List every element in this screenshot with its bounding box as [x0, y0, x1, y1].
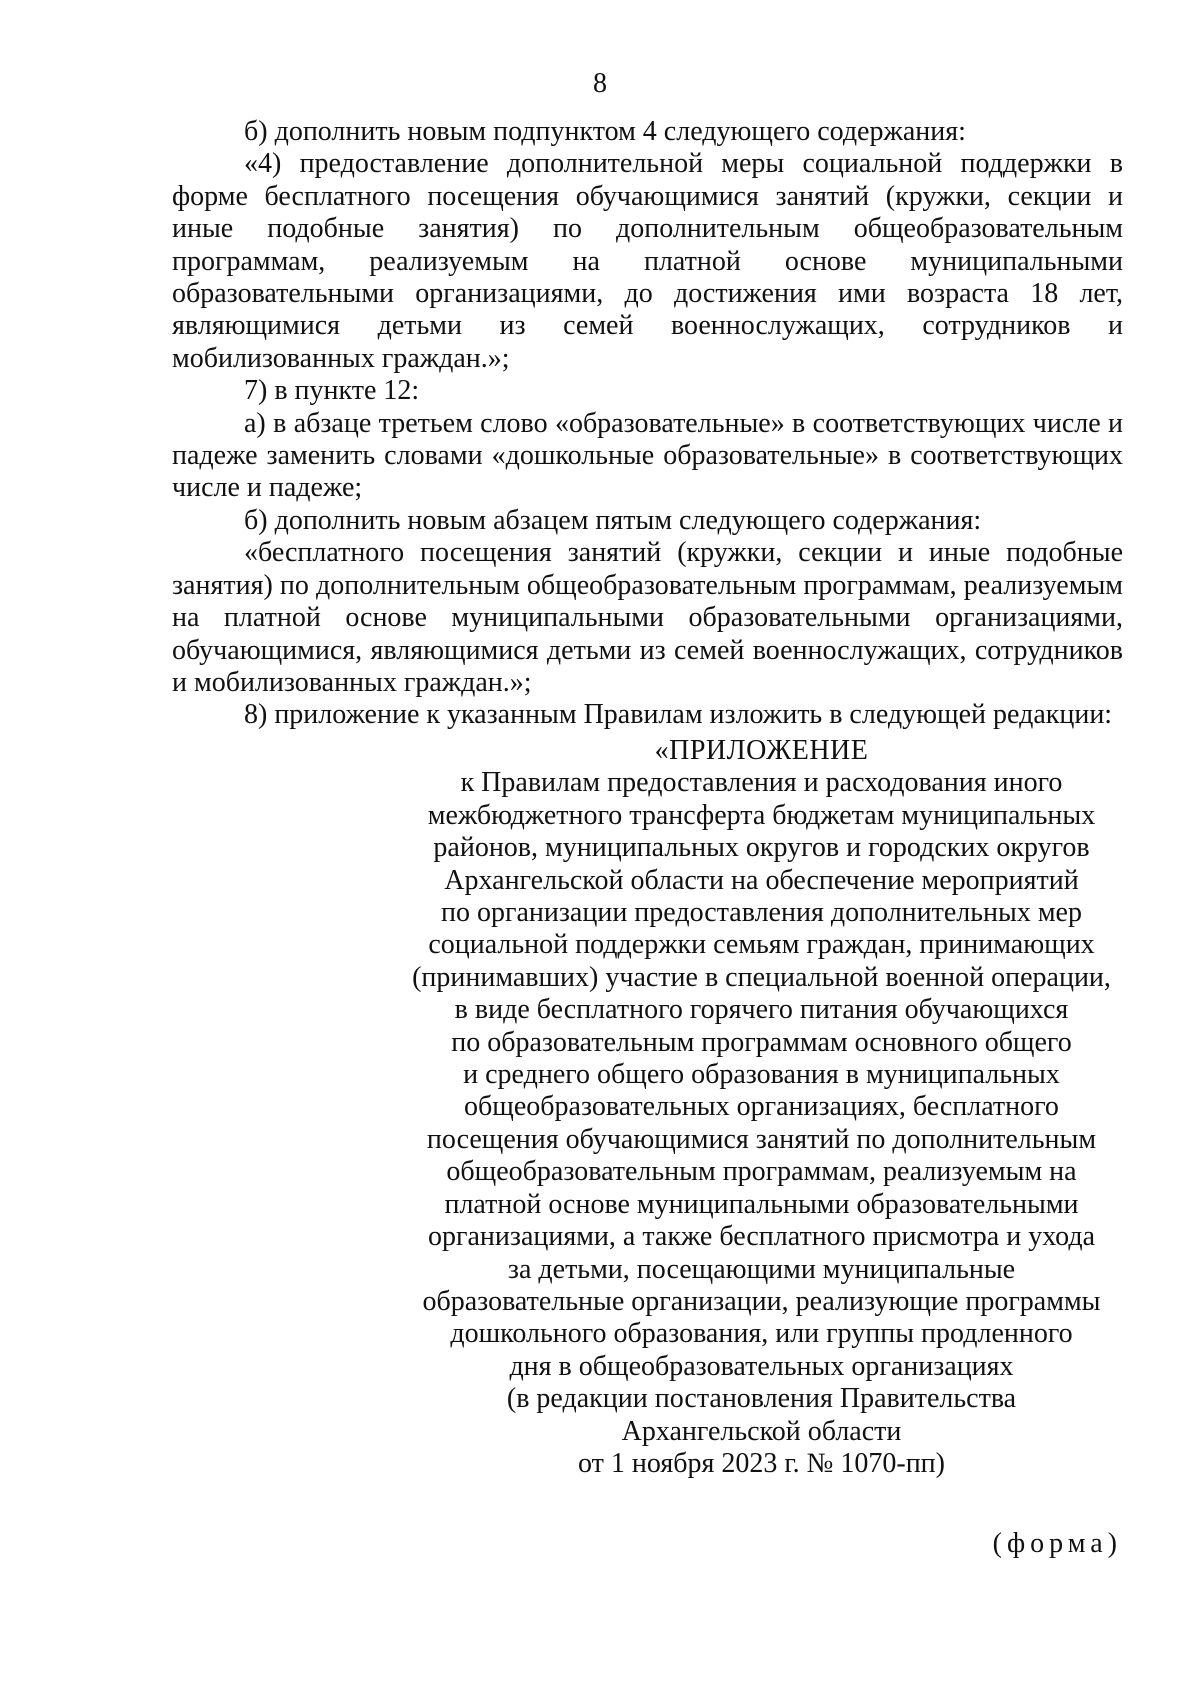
appendix-line: дня в общеобразовательных организациях: [509, 1350, 1014, 1382]
appendix-line: дошкольного образования, или группы продленного: [450, 1318, 1073, 1350]
appendix-line: посещения обучающимися занятий по дополнительным: [426, 1123, 1097, 1155]
forma-label: (форма): [992, 1528, 1122, 1559]
appendix-line: общеобразовательных организациях, бесплатного: [464, 1091, 1059, 1123]
appendix-line: межбюджетного трансферта бюджетам муниципальных: [427, 799, 1096, 831]
appendix-heading: «ПРИЛОЖЕНИЕ: [654, 735, 869, 766]
paragraph-point-7: 7) в пункте 12:: [244, 375, 420, 407]
appendix-line: Архангельской области на обеспечение мероприятий: [444, 864, 1079, 896]
appendix-line: Архангельской области: [621, 1415, 902, 1447]
appendix-header-block: [395, 735, 1128, 1480]
paragraph-new-abzac: «бесплатного посещения занятий (кружки, секции и иные подобные занятия) по дополнительным общеобразовательным программам, реализуемым на платной основе муниципальными образовательными организациями, обучающимися, являющимися детьми из семей военнослужащих, сотрудников и мобилизованных граждан.»;: [172, 537, 1123, 698]
appendix-line: к Правилам предоставления и расходования иного: [460, 767, 1063, 799]
appendix-line: организациями, а также бесплатного присмотра и ухода: [428, 1221, 1095, 1253]
appendix-line: районов, муниципальных округов и городских округов: [433, 832, 1090, 864]
body-text: [172, 116, 1123, 732]
appendix-line: (принимавших) участие в специальной военной операции,: [412, 961, 1111, 993]
appendix-line: общеобразовательным программам, реализуемым на: [446, 1156, 1077, 1188]
appendix-line: от 1 ноября 2023 г. № 1070-пп): [578, 1447, 945, 1479]
paragraph-point-7-a: а) в абзаце третьем слово «образовательные» в соответствующих числе и падеже заменить словами «дошкольные образовательные» в соответствующих числе и падеже;: [172, 407, 1123, 504]
appendix-line: платной основе муниципальными образовательными: [444, 1188, 1079, 1220]
paragraph-subpoint-4: «4) предоставление дополнительной меры социальной поддержки в форме бесплатного посещения обучающимися занятий (кружки, секции и иные подобные занятия) по дополнительным общеобразовательным программам, реализуемым на платной основе муниципальными образовательными организациями, до достижения ими возраста 18 лет, являющимися детьми из семей военнослужащих, сотрудников и мобилизованных граждан.»;: [172, 148, 1123, 374]
appendix-line: и среднего общего образования в муниципальных: [463, 1059, 1060, 1091]
paragraph-subpoint-b-intro: б) дополнить новым подпунктом 4 следующего содержания:: [244, 116, 966, 147]
paragraph-point-7-b: б) дополнить новым абзацем пятым следующего содержания:: [244, 504, 982, 536]
appendix-line: образовательные организации, реализующие программы: [422, 1285, 1101, 1317]
appendix-line: по образовательным программам основного общего: [451, 1026, 1072, 1058]
appendix-line: (в редакции постановления Правительства: [506, 1383, 1017, 1415]
paragraph-point-8: 8) приложение к указанным Правилам изложить в следующей редакции:: [244, 699, 1113, 731]
page-number: 8: [593, 68, 607, 99]
appendix-line: за детьми, посещающими муниципальные: [507, 1253, 1016, 1285]
appendix-line: по организации предоставления дополнительных мер: [441, 897, 1082, 929]
appendix-line: социальной поддержки семьям граждан, принимающих: [428, 929, 1095, 961]
appendix-line: в виде бесплатного горячего питания обучающихся: [454, 994, 1069, 1026]
